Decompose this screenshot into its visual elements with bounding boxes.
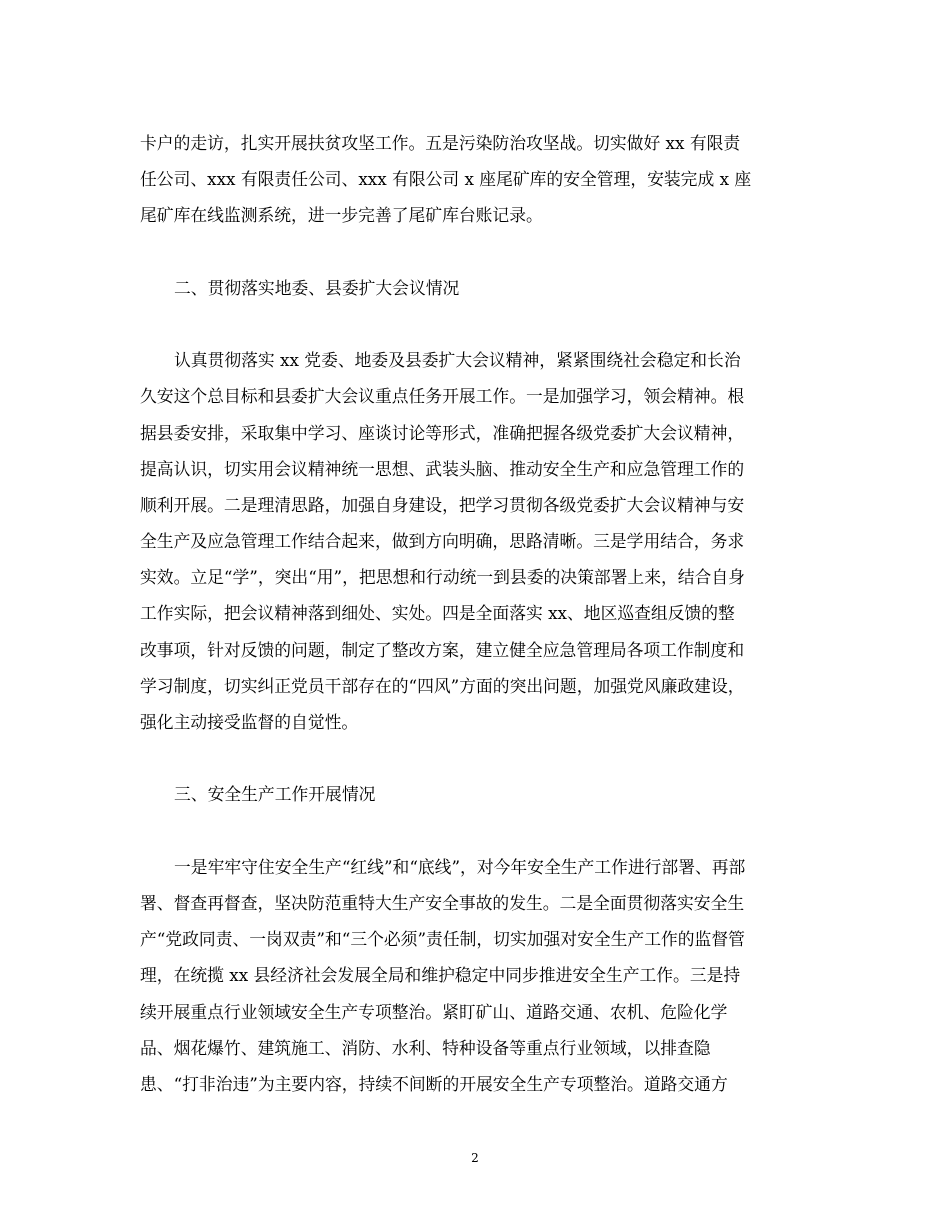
paragraph-gap bbox=[140, 813, 812, 849]
text-line: 实效。立足“学”，突出“用”，把思想和行动统一到县委的决策部署上来，结合自身 bbox=[140, 567, 745, 588]
text-line: 顺利开展。二是理清思路，加强自身建设，把学习贯彻各级党委扩大会议精神与安 bbox=[140, 494, 745, 515]
paragraph-gap bbox=[140, 306, 812, 342]
text-line: 续开展重点行业领域安全生产专项整治。紧盯矿山、道路交通、农机、危险化学 bbox=[140, 1001, 728, 1022]
heading-text: 二、贯彻落实地委、县委扩大会议情况 bbox=[174, 277, 460, 298]
paragraph-gap bbox=[140, 234, 812, 270]
text-line: 认真贯彻落实 xx 党委、地委及县委扩大会议精神，紧紧围绕社会稳定和长治 bbox=[174, 350, 741, 371]
text-line: 改事项，针对反馈的问题，制定了整改方案，建立健全应急管理局各项工作制度和 bbox=[140, 639, 745, 660]
text-line: 品、烟花爆竹、建筑施工、消防、水利、特种设备等重点行业领域，以排查隐 bbox=[140, 1037, 711, 1058]
text-line: 卡户的走访，扎实开展扶贫攻坚工作。五是污染防治攻坚战。切实做好 xx 有限责 bbox=[140, 133, 741, 153]
text-line: 署、督查再督查，坚决防范重特大生产安全事故的发生。二是全面贯彻落实安全生 bbox=[140, 892, 745, 913]
section-heading-3 bbox=[140, 776, 812, 812]
text-line: 强化主动接受监督的自觉性。 bbox=[140, 712, 359, 732]
text-line: 产“党政同责、一岗双责”和“三个必须”责任制，切实加强对安全生产工作的监督管 bbox=[140, 929, 745, 950]
text-line: 工作实际，把会议精神落到细处、实处。四是全面落实 xx、地区巡查组反馈的整 bbox=[140, 603, 735, 624]
page-content bbox=[140, 125, 812, 1102]
text-line: 据县委安排，采取集中学习、座谈讨论等形式，准确把握各级党委扩大会议精神， bbox=[140, 422, 745, 443]
section-heading-2 bbox=[140, 270, 812, 306]
paragraph-safety-production bbox=[140, 849, 812, 1102]
heading-text: 三、安全生产工作开展情况 bbox=[174, 784, 376, 805]
text-line: 提高认识，切实用会议精神统一思想、武装头脑、推动安全生产和应急管理工作的 bbox=[140, 458, 745, 479]
text-line: 学习制度，切实纠正党员干部存在的“四风”方面的突出问题，加强党风廉政建设， bbox=[140, 675, 745, 696]
paragraph-meeting-implementation bbox=[140, 342, 812, 740]
text-line: 久安这个总目标和县委扩大会议重点任务开展工作。一是加强学习，领会精神。根 bbox=[140, 386, 745, 407]
paragraph-continuation bbox=[140, 125, 812, 234]
text-line: 尾矿库在线监测系统，进一步完善了尾矿库台账记录。 bbox=[140, 205, 543, 226]
text-line: 一是牢牢守住安全生产“红线”和“底线”，对今年安全生产工作进行部署、再部 bbox=[174, 856, 746, 877]
text-line: 理，在统揽 xx 县经济社会发展全局和维护稳定中同步推进安全生产工作。三是持 bbox=[140, 965, 741, 986]
text-line: 任公司、xxx 有限责任公司、xxx 有限公司 x 座尾矿库的安全管理，安装完成 x 座 bbox=[140, 169, 752, 190]
text-line: 全生产及应急管理工作结合起来，做到方向明确，思路清晰。三是学用结合，务求 bbox=[140, 531, 745, 552]
page-number: 2 bbox=[471, 1151, 479, 1165]
text-line: 患、“打非治违”为主要内容，持续不间断的开展安全生产专项整治。道路交通方 bbox=[140, 1073, 728, 1094]
paragraph-gap bbox=[140, 740, 812, 776]
